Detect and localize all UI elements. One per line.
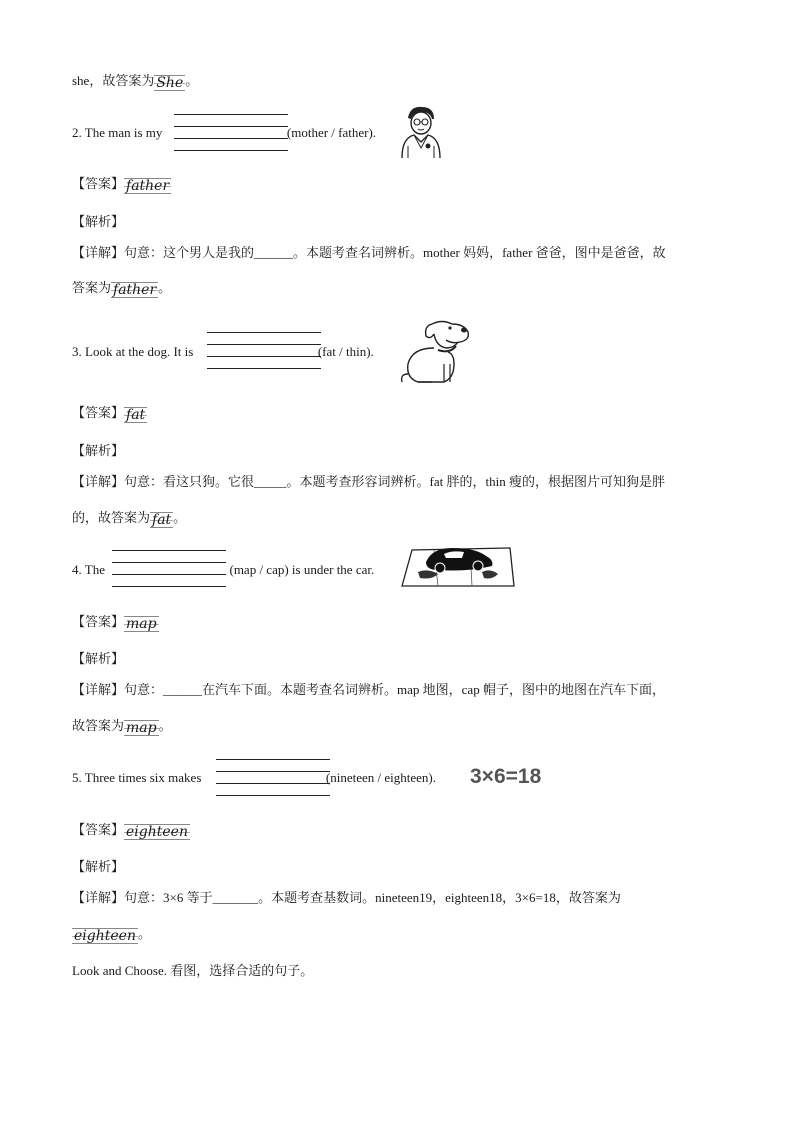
detail-label-5: 【详解】: [72, 890, 125, 905]
answer-label-4: 【答案】: [72, 614, 125, 629]
question-4: [72, 559, 374, 581]
detail-text-4: 句意：______在汽车下面。本题考查名词辨析。map 地图，cap 帽子，图中的地图在汽车下面，: [124, 682, 665, 697]
detail-text-3: 句意：看这只狗。它很_____。本题考查形容词辨析。fat 胖的，thin 瘦的，根据图片可知狗是胖: [124, 474, 665, 489]
analysis-label-2: 【解析】: [72, 214, 125, 229]
detail-label-2: 【详解】: [72, 245, 125, 260]
detail-answer-5: eighteen: [74, 928, 136, 944]
question-2-post: (mother / father).: [286, 125, 377, 140]
detail-row-5: [72, 887, 621, 909]
detail-row-3: [72, 471, 665, 493]
question-5-post: (nineteen / eighteen).: [325, 770, 436, 785]
answer-5: eighteen: [126, 824, 188, 840]
detail-end-5: 。: [137, 926, 151, 941]
analysis-label-5: 【解析】: [72, 859, 125, 874]
question-2: [72, 122, 376, 144]
detail-row-4b: [72, 715, 172, 737]
detail-text-2: 句意：这个男人是我的______。本题考查名词辨析。mother 妈妈，father 爸爸，图中是爸爸，故: [124, 245, 666, 260]
question-3-pre: 3. Look at the dog. It is: [72, 344, 194, 359]
detail-row-5b: [72, 923, 151, 945]
detail-end-3: 。: [173, 510, 187, 525]
answer-label-5: 【答案】: [72, 822, 125, 837]
intro-end: 。: [185, 73, 199, 88]
detail-label-4: 【详解】: [72, 682, 125, 697]
intro-text: she，故答案为: [72, 73, 155, 88]
answer-3: fat: [126, 407, 146, 423]
answer-2: father: [126, 178, 170, 194]
detail-pre-2: 答案为: [72, 280, 112, 295]
dog-picture: [398, 318, 472, 386]
detail-answer-4: map: [126, 720, 157, 736]
detail-text-5: 句意：3×6 等于_______。本题考查基数词。nineteen19，eighteen18，3×6=18，故答案为: [124, 890, 621, 905]
analysis-label-3: 【解析】: [72, 443, 125, 458]
answer-label-2: 【答案】: [72, 176, 125, 191]
detail-row-2b: [72, 277, 171, 299]
section-heading: Look and Choose. 看图，选择合适的句子。: [72, 963, 314, 978]
detail-end-4: 。: [158, 718, 172, 733]
answer-4: map: [126, 616, 157, 632]
detail-answer-3: fat: [152, 512, 172, 528]
question-3: [72, 341, 374, 363]
question-4-post: (map / cap) is under the car.: [229, 562, 375, 577]
question-3-post: (fat / thin).: [317, 344, 374, 359]
detail-label-3: 【详解】: [72, 474, 125, 489]
question-4-pre: 4. The: [72, 562, 105, 577]
detail-row-3b: [72, 507, 186, 529]
intro-line: [72, 70, 198, 92]
detail-row-2: [72, 242, 666, 264]
detail-row-4: [72, 679, 665, 701]
question-2-pre: 2. The man is my: [72, 125, 163, 140]
detail-pre-3: 的，故答案为: [72, 510, 151, 525]
question-5-pre: 5. Three times six makes: [72, 770, 202, 785]
map-car-picture: [398, 542, 516, 592]
answer-row-5: [72, 819, 190, 841]
equation-picture: 3×6=18: [470, 765, 542, 788]
detail-pre-4: 故答案为: [72, 718, 125, 733]
analysis-label-4: 【解析】: [72, 651, 125, 666]
answer-label-3: 【答案】: [72, 405, 125, 420]
detail-end-2: 。: [158, 280, 172, 295]
man-picture: [396, 104, 446, 160]
intro-answer: She: [156, 75, 184, 91]
answer-row-4: [72, 611, 159, 633]
question-5: [72, 767, 436, 789]
answer-row-3: [72, 402, 147, 424]
answer-row-2: [72, 173, 171, 195]
detail-answer-2: father: [113, 282, 157, 298]
